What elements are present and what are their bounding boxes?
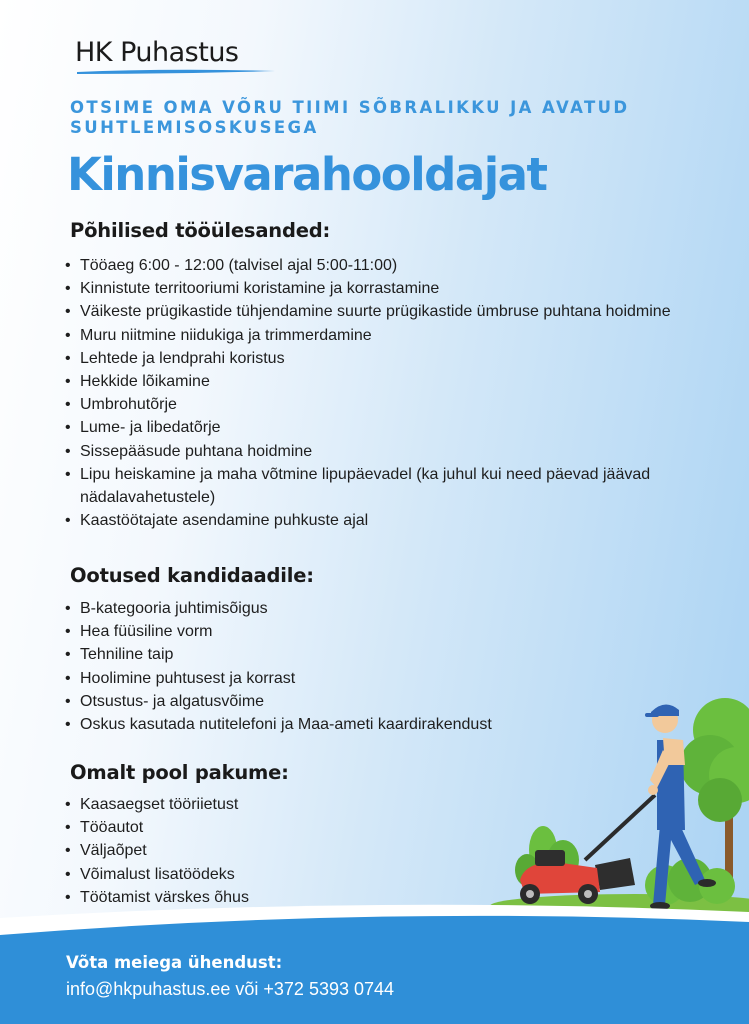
section-heading-expectations: Ootused kandidaadile: [70, 564, 314, 587]
list-item: • B-kategooria juhtimisõigus [64, 597, 694, 620]
list-item: • Võimalust lisatöödeks [64, 863, 694, 886]
list-item: • Lipu heiskamine ja maha võtmine lipupäevadel (ka juhul kui need päevad jäävad nädalavahetustele) [64, 463, 694, 509]
list-item: • Tehniline taip [64, 643, 694, 666]
list-item: • Hekkide lõikamine [64, 370, 694, 393]
contact-details[interactable]: info@hkpuhastus.ee või +372 5393 0744 [66, 979, 395, 999]
list-item: • Lume- ja libedatõrje [64, 416, 694, 439]
contact-heading: Võta meiega ühendust: [66, 953, 283, 972]
list-item: • Muru niitmine niidukiga ja trimmerdamine [64, 324, 694, 347]
list-item: • Sissepääsude puhtana hoidmine [64, 440, 694, 463]
list-item: • Kaastöötajate asendamine puhkuste ajal [64, 509, 694, 532]
list-item: • Hea füüsiline vorm [64, 620, 694, 643]
list-item: • Tööautot [64, 816, 694, 839]
list-item: • Tööaeg 6:00 - 12:00 (talvisel ajal 5:00-11:00) [64, 254, 694, 277]
list-item: • Töötamist värskes õhus [64, 886, 694, 909]
logo-text: HK Puhastus [75, 37, 239, 68]
list-item: • Otsustus- ja algatusvõime [64, 690, 694, 713]
list-item: • Kinnistute territooriumi koristamine ja korrastamine [64, 277, 694, 300]
job-tagline: OTSIME OMA VÕRU TIIMI SÕBRALIKKU JA AVATUD SUHTLEMISOSKUSEGA [70, 98, 630, 137]
list-item: • Väikeste prügikastide tühjendamine suurte prügikastide ümbruse puhtana hoidmine [64, 300, 694, 323]
job-title: Kinnisvarahooldajat [67, 148, 547, 201]
list-item: • Väljaõpet [64, 839, 694, 862]
list-item: • Kaasaegset tööriietust [64, 793, 694, 816]
list-item: • Hoolimine puhtusest ja korrast [64, 667, 694, 690]
list-item: • Lehtede ja lendprahi koristus [64, 347, 694, 370]
section-heading-offer: Omalt pool pakume: [70, 761, 289, 784]
list-item: • Umbrohutõrje [64, 393, 694, 416]
list-item: • Oskus kasutada nutitelefoni ja Maa-ameti kaardirakendust [64, 713, 694, 736]
section-heading-tasks: Põhilised tööülesanded: [70, 219, 331, 242]
